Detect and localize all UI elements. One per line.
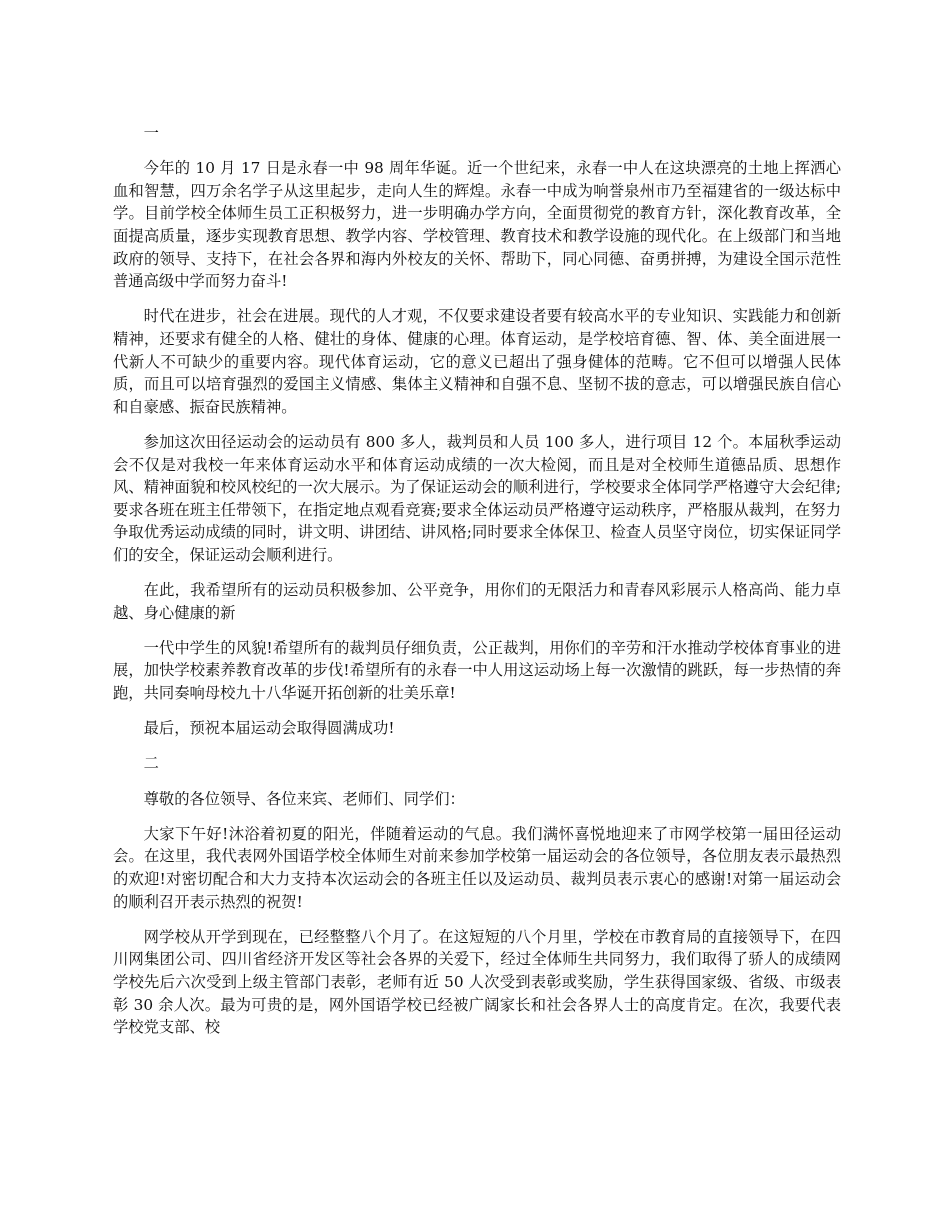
section-heading-1: 一 [143,124,159,142]
paragraph: 大家下午好!沐浴着初夏的阳光，伴随着运动的气息。我们满怀喜悦地迎来了市网学校第一届田径运动会。在这里，我代表网外国语学校全体师生对前来参加学校第一届运动会的各位领导，各位朋友表示最热烈的欢迎!对密切配合和大力支持本次运动会的各班主任以及运动员、裁判员表示衷心的感谢!对第一届运动会的顺利召开表示热烈的祝贺! [113,824,841,911]
paragraph: 参加这次田径运动会的运动员有 800 多人，裁判员和人员 100 多人，进行项目 12 个。本届秋季运动会不仅是对我校一年来体育运动水平和体育运动成绩的一次大检阅，而且是对全校师生道德品质、思想作风、精神面貌和校风校纪的一次大展示。为了保证运动会的顺利进行，学校要求全体同学严格遵守大会纪律;要求各班在班主任带领下，在指定地点观看竞赛;要求全体运动员严格遵守运动秩序，严格服从裁判，在努力争取优秀运动成绩的同时，讲文明、讲团结、讲风格;同时要求全体保卫、检查人员坚守岗位，切实保证同学们的安全，保证运动会顺利进行。 [113,432,841,564]
paragraph: 时代在进步，社会在进展。现代的人才观，不仅要求建设者要有较高水平的专业知识、实践能力和创新精神，还要求有健全的人格、健壮的身体、健康的心理。体育运动，是学校培育德、智、体、美全面进展一代新人不可缺少的重要内容。现代体育运动，它的意义已超出了强身健体的范畴。它不但可以增强人民体质，而且可以培育强烈的爱国主义情感、集体主义精神和自强不息、坚韧不拔的意志，可以增强民族自信心和自豪感、振奋民族精神。 [113,307,841,416]
paragraph: 网学校从开学到现在，已经整整八个月了。在这短短的八个月里，学校在市教育局的直接领导下，在四川网集团公司、四川省经济开发区等社会各界的关爱下，经过全体师生共同努力，我们取得了骄人的成绩网学校先后六次受到上级主管部门表彰，老师有近 50 人次受到表彰或奖励，学生获得国家级、省级、市级表彰 30 余人次。最为可贵的是，网外国语学校已经被广阔家长和社会各界人士的高度肯定。在次，我要代表学校党支部、校 [113,927,841,1037]
document-page [113,122,841,1051]
paragraph: 一代中学生的风貌!希望所有的裁判员仔细负责，公正裁判，用你们的辛劳和汗水推动学校体育事业的进展，加快学校素养教育改革的步伐!希望所有的永春一中人用这运动场上每一次激情的跳跃，每一步热情的奔跑，共同奏响母校九十八华诞开拓创新的壮美乐章! [113,638,841,703]
paragraph: 尊敬的各位领导、各位来宾、老师们、同学们： [143,789,465,808]
paragraph: 最后，预祝本届运动会取得圆满成功! [143,719,395,738]
section-heading-2: 二 [143,754,159,773]
paragraph: 今年的 10 月 17 日是永春一中 98 周年华诞。近一个世纪来，永春一中人在这块漂亮的土地上挥洒心血和智慧，四万余名学子从这里起步，走向人生的辉煌。永春一中成为响誉泉州市乃至福建省的一级达标中学。目前学校全体师生员工正积极努力，进一步明确办学方向，全面贯彻党的教育方针，深化教育改革，全面提高质量，逐步实现教育思想、教学内容、学校管理、教育技术和教学设施的现代化。在上级部门和当地政府的领导、支持下，在社会各界和海内外校友的关怀、帮助下，同心同德、奋勇拼搏，为建设全国示范性普通高级中学而努力奋斗! [113,159,841,291]
paragraph: 在此，我希望所有的运动员积极参加、公平竞争，用你们的无限活力和青春风彩展示人格高尚、能力卓越、身心健康的新 [113,581,841,622]
